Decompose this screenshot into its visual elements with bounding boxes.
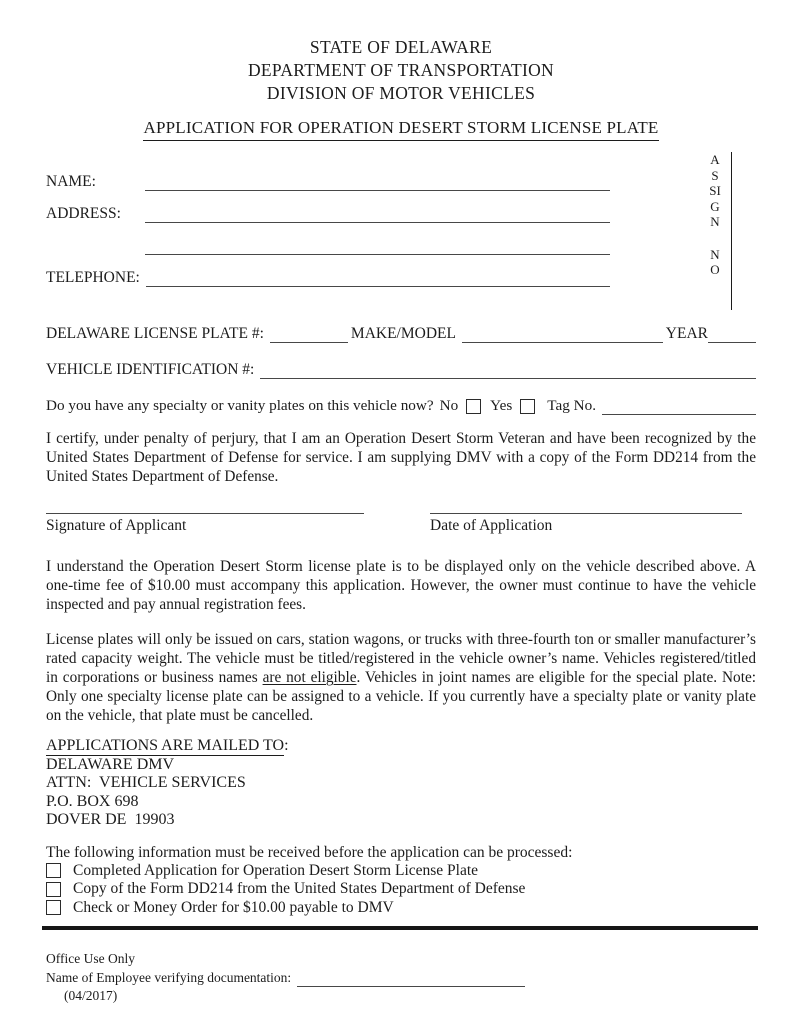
checklist-item-label: Copy of the Form DD214 from the United States Department of Defense — [73, 880, 526, 898]
form-title: APPLICATION FOR OPERATION DESERT STORM LICENSE PLATE — [143, 117, 658, 141]
address-label: ADDRESS: — [46, 205, 121, 222]
vin-row — [46, 357, 756, 379]
applicant-fields — [46, 169, 756, 287]
mailing-line-pobox: P.O. BOX 698 — [46, 792, 139, 810]
name-label: NAME: — [46, 173, 96, 190]
assign-no-label: NO — [710, 246, 720, 277]
yes-checkbox[interactable] — [520, 399, 535, 414]
checklist-item-label: Check or Money Order for $10.00 payable to DMV — [73, 898, 394, 916]
employee-name-input-line[interactable] — [297, 975, 525, 987]
employee-verification-row — [46, 969, 756, 988]
checklist-intro: The following information must be received before the application can be processed: — [46, 843, 573, 861]
tag-no-label: Tag No. — [547, 397, 596, 414]
payment-checkbox[interactable] — [46, 900, 61, 915]
make-model-label: MAKE/MODEL — [350, 325, 456, 342]
name-row — [46, 169, 610, 191]
checklist-item-payment — [46, 899, 756, 918]
assign-label: ASSIGN — [709, 152, 721, 229]
mailing-line-city: DOVER DE 19903 — [46, 811, 175, 828]
telephone-row — [46, 265, 610, 287]
address-input-line-2[interactable] — [145, 239, 610, 255]
date-label: Date of Application — [430, 517, 553, 534]
checklist-item-label: Completed Application for Operation Desert Storm License Plate — [73, 861, 479, 879]
dd214-copy-checkbox[interactable] — [46, 882, 61, 897]
mailing-line-attn: ATTN: VEHICLE SERVICES — [46, 774, 246, 791]
checklist-item-dd214 — [46, 880, 756, 899]
vin-input-line[interactable] — [260, 363, 756, 379]
requirements-checklist — [46, 843, 756, 918]
form-revision-date: (04/2017) — [64, 988, 118, 1003]
mailing-heading-colon: : — [284, 737, 289, 754]
date-column — [430, 504, 742, 535]
agency-header-line-1: STATE OF DELAWARE — [309, 37, 493, 57]
address-row-2 — [46, 233, 610, 255]
signature-label: Signature of Applicant — [46, 517, 187, 534]
understand-paragraph: I understand the Operation Desert Storm license plate is to be displayed only on the vehicle described above. A one-time fee of $10.00 must accompany this application. However, the owner must continue to have the vehicle inspected and pay annual registration fees. — [46, 558, 756, 613]
mailing-line-dmv: DELAWARE DMV — [46, 755, 175, 773]
checklist-item-application — [46, 862, 756, 881]
specialty-question-row — [46, 393, 756, 415]
name-input-line[interactable] — [145, 175, 610, 191]
signature-input-line[interactable] — [46, 504, 364, 514]
not-eligible-emphasis: are not eligible — [262, 669, 357, 686]
year-input-line[interactable] — [708, 327, 756, 343]
office-use-title: Office Use Only — [46, 951, 135, 966]
date-input-line[interactable] — [430, 504, 742, 514]
mailing-heading: APPLICATIONS ARE MAILED TO — [46, 737, 285, 754]
form-title-row — [46, 117, 756, 141]
agency-header — [46, 36, 756, 105]
tag-no-input-line[interactable] — [602, 399, 756, 415]
mailing-section — [46, 737, 756, 830]
agency-header-line-3: DIVISION OF MOTOR VEHICLES — [266, 83, 536, 103]
eligibility-text-before: License plates will only be issued on cars, station wagons, or trucks with three-fourth ton or smaller manufacturer’s rated capacity weight. The vehicle must be titled/registered in the vehicle owner’s name. Vehicles registered/titled in corporations or business names — [46, 631, 756, 686]
signature-date-row — [46, 504, 756, 535]
specialty-question: Do you have any specialty or vanity plates on this vehicle now? — [46, 397, 434, 414]
office-use-section — [46, 950, 756, 1006]
eligibility-text-after: . Vehicles in joint names are eligible for the special plate. Note: Only one specialty license plate can be assigned to a vehicle. If you currently have a specialty plate or vanity plate on the vehicle, that plate must be cancelled. — [46, 669, 756, 724]
address-input-line[interactable] — [145, 207, 610, 223]
plate-label: DELAWARE LICENSE PLATE #: — [46, 325, 264, 342]
certify-paragraph: I certify, under penalty of perjury, that I am an Operation Desert Storm Veteran and have been recognized by the United States Department of Defense for service. I am supplying DMV with a copy of the Form DD214 from the United States Department of Defense. — [46, 430, 756, 485]
agency-header-line-2: DEPARTMENT OF TRANSPORTATION — [247, 60, 554, 80]
plate-input-line[interactable] — [270, 327, 348, 343]
signature-column — [46, 504, 364, 535]
telephone-label: TELEPHONE: — [46, 269, 140, 286]
mailing-heading-row — [46, 737, 756, 756]
completed-application-checkbox[interactable] — [46, 863, 61, 878]
yes-label: Yes — [490, 397, 513, 414]
employee-verification-label: Name of Employee verifying documentation: — [46, 969, 292, 985]
plate-row — [46, 321, 756, 343]
section-divider-rule — [42, 926, 758, 930]
no-checkbox[interactable] — [466, 399, 481, 414]
vin-label: VEHICLE IDENTIFICATION #: — [46, 361, 255, 378]
year-label: YEAR — [665, 325, 708, 342]
address-row — [46, 201, 610, 223]
make-model-input-line[interactable] — [462, 327, 663, 343]
no-label: No — [439, 397, 459, 414]
telephone-input-line[interactable] — [146, 271, 610, 287]
eligibility-paragraph — [46, 630, 756, 725]
assign-no-box — [709, 152, 732, 310]
